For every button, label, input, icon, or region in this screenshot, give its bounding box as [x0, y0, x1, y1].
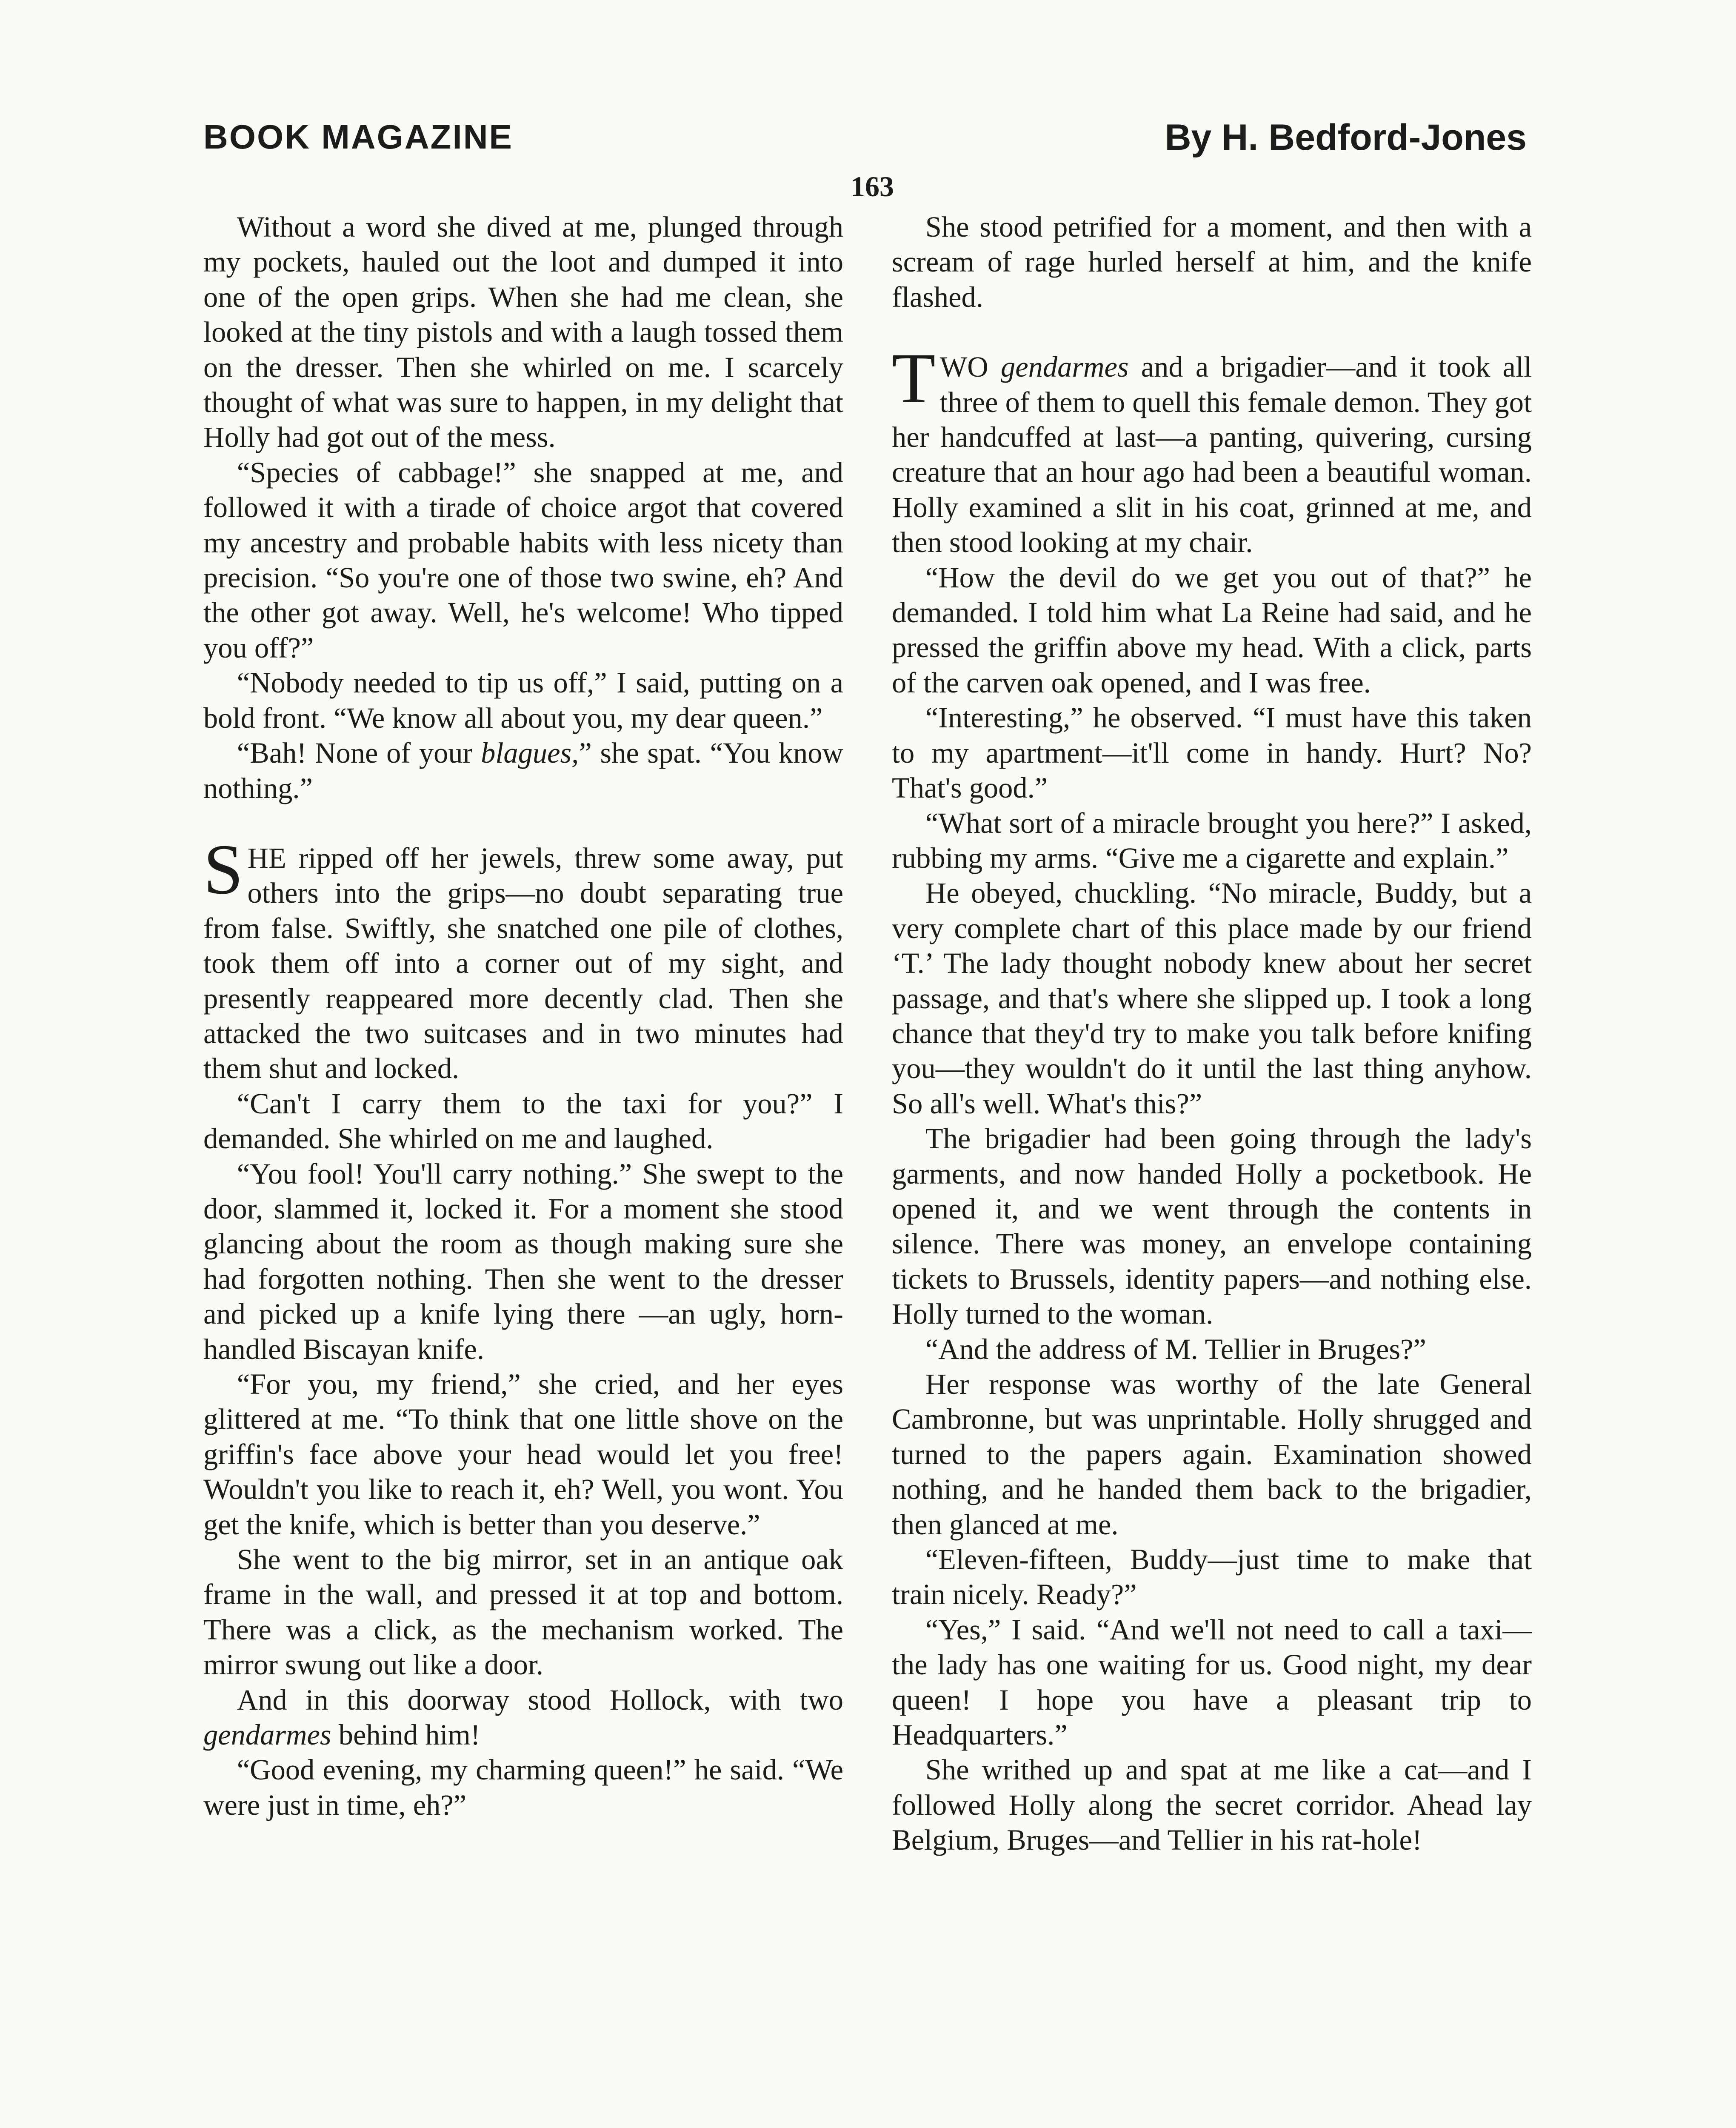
running-header-title: BOOK MAGAZINE [203, 118, 513, 156]
paragraph: “Good evening, my charming queen!” he said. “We were just in time, eh?” [203, 1753, 843, 1821]
paragraph: “For you, my friend,” she cried, and her eyes glittered at me. “To think that one little shove on the griffin's face above your head would let you free! Wouldn't you like to reach it, eh? Well, you wont. You get the knife, which is better than you deserve.” [203, 1368, 843, 1541]
paragraph: “And the address of M. Tellier in Bruges?” [925, 1333, 1426, 1365]
drop-cap: T [892, 339, 936, 418]
paragraph: “How the devil do we get you out of that?” he demanded. I told him what La Reine had said, and he pressed the griffin above my head. With a click, parts of the carven oak opened, and I was free. [892, 561, 1532, 699]
paragraph: “Species of cabbage!” she snapped at me, and followed it with a tirade of choice argot that covered my ancestry and probable habits with less nicety than precision. “So you're one of those two swine, eh? And the other got away. Well, he's welcome! Who tipped you off?” [203, 456, 843, 664]
paragraph: Her response was worthy of the late General Cambronne, but was unprintable. Holly shrugged and turned to the papers again. Examination showed nothing, and he handed them back to the brigadier, then glanced at me. [892, 1368, 1532, 1541]
paragraph: He obeyed, chuckling. “No miracle, Buddy, but a very complete chart of this place made by our friend ‘T.’ The lady thought nobody knew about her secret passage, and that's where she slipped up. I took a long chance that they'd try to make you talk before knifing you—they wouldn't do it until the last thing anyhow. So all's well. What's this?” [892, 877, 1532, 1120]
paragraph: “What sort of a miracle brought you here?” I asked, rubbing my arms. “Give me a cigarette and explain.” [892, 807, 1532, 874]
paragraph: Without a word she dived at me, plunged through my pockets, hauled out the loot and dumped it into one of the open grips. When she had me clean, she looked at the tiny pistols and with a laugh tossed them on the dresser. Then she whirled on me. I scarcely thought of what was sure to happen, in my delight that Holly had got out of the mess. [203, 211, 843, 454]
paragraph: “Bah! None of your blagues,” she spat. “You know nothing.” [203, 737, 843, 804]
section-paragraph: TWO gendarmes and a brigadier—and it took all three of them to quell this female demon. They got her handcuffed at last—a panting, quivering, cursing creature that an hour ago had been a beautiful woman. Holly examined a slit in his coat, grinned at me, and then stood looking at my chair. [892, 339, 1532, 559]
page-number: 163 [851, 170, 894, 203]
paragraph: She went to the big mirror, set in an antique oak frame in the wall, and pressed it at top and bottom. There was a click, as the mechanism worked. The mirror swung out like a door. [203, 1543, 843, 1681]
paragraph: “Can't I carry them to the taxi for you?” I demanded. She whirled on me and laughed. [203, 1087, 843, 1155]
left-column [203, 209, 843, 1822]
drop-cap: S [203, 829, 243, 909]
paragraph: “Nobody needed to tip us off,” I said, putting on a bold front. “We know all about you, my dear queen.” [203, 666, 843, 734]
paragraph: And in this doorway stood Hollock, with two gendarmes behind him! [203, 1683, 843, 1751]
right-column [892, 209, 1532, 1858]
running-header-author: By H. Bedford-Jones [1165, 117, 1527, 158]
paragraph: “Yes,” I said. “And we'll not need to call a taxi—the lady has one waiting for us. Good night, my dear queen! I hope you have a pleasant trip to Headquarters.” [892, 1613, 1532, 1751]
paragraph: “You fool! You'll carry nothing.” She swept to the door, slammed it, locked it. For a moment she stood glancing about the room as though making sure she had forgotten nothing. Then she went to the dresser and picked up a knife lying there —an ugly, horn-handled Biscayan knife. [203, 1157, 843, 1365]
paragraph: She stood petrified for a moment, and then with a scream of rage hurled herself at him, and the knife flashed. [892, 211, 1532, 313]
paragraph: “Eleven-fifteen, Buddy—just time to make that train nicely. Ready?” [892, 1543, 1532, 1611]
section-paragraph: SHE ripped off her jewels, threw some away, put others into the grips—no doubt separating true from false. Swiftly, she snatched one pile of clothes, took them off into a corner out of my sight, and presently reappeared more decently clad. Then she attacked the two suitcases and in two minutes had them shut and locked. [203, 829, 843, 1085]
paragraph: The brigadier had been going through the lady's garments, and now handed Holly a pocketbook. He opened it, and we went through the contents in silence. There was money, an envelope containing tickets to Brussels, identity papers—and nothing else. Holly turned to the woman. [892, 1122, 1532, 1330]
paragraph: She writhed up and spat at me like a cat—and I followed Holly along the secret corridor. Ahead lay Belgium, Bruges—and Tellier in his rat-hole! [892, 1753, 1532, 1856]
paragraph: “Interesting,” he observed. “I must have this taken to my apartment—it'll come in handy. Hurt? No? That's good.” [892, 701, 1532, 804]
